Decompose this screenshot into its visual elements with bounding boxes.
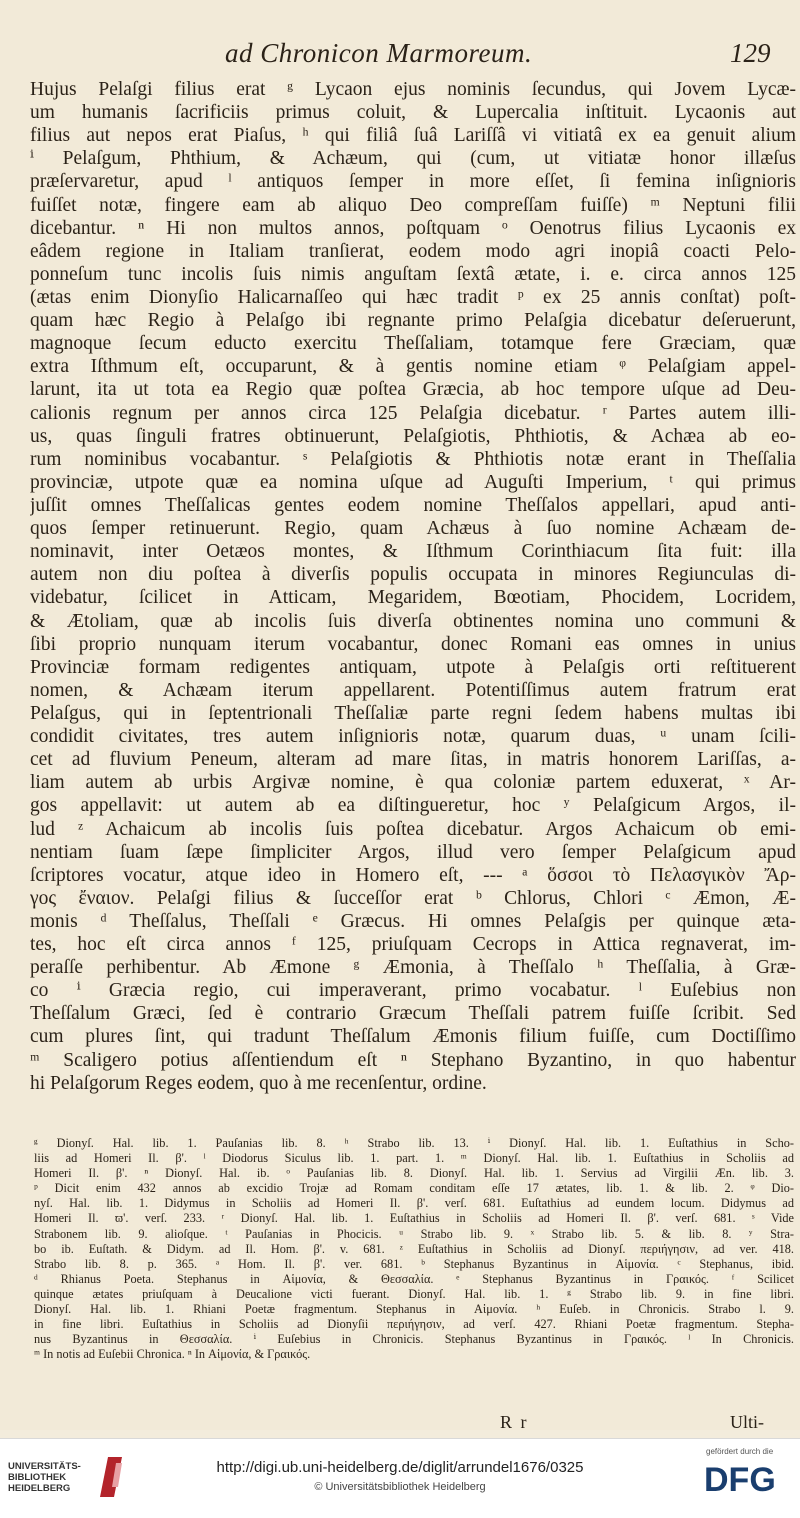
body-line: juſſit omnes Theſſalicas gentes eodem nomine Theſſalos appellari, apud anti- (30, 494, 796, 516)
body-line: Pelaſgus, qui in ſeptentrionali Theſſaliæ parte regni ſedem habens multas ibi (30, 702, 796, 724)
body-line: γος ἔναιον. Pelaſgi filius & ſucceſſor erat ᵇ Chlorus, Chlori ᶜ Æmon, Æ- (30, 887, 796, 909)
body-line: condidit civitates, tres autem inſignioris notæ, quarum duas, ᵘ unam ſcili- (30, 726, 796, 748)
running-head (0, 38, 800, 78)
signature-mark: R r (500, 1412, 529, 1432)
body-line: cum plures ſint, qui tradunt Theſſalum Æmonis filium fuiſſe, cum Doctiſſimo (30, 1026, 796, 1048)
body-line: cet ad fluvium Peneum, alteram ad mare ſitas, in matris honorem Lariſſas, a- (30, 749, 796, 771)
body-line: videbatur, ſcilicet in Atticam, Megaridem, Bœotiam, Phocidem, Locridem, (30, 587, 796, 609)
footer-bar (0, 1438, 800, 1518)
body-line: ſcriptores vocatur, atque ideo in Homero eſt, --- ᵃ ὅσσοι τὸ Πελασγικὸν Ἄρ- (30, 864, 796, 886)
body-line: Provinciæ formam redigentes antiquam, utpote à Pelaſgis orti reſtituerent (30, 656, 796, 678)
page-number: 129 (730, 38, 771, 68)
body-line: Hujus Pelaſgi filius erat ᵍ Lycaon ejus nominis ſecundus, qui Jovem Lycæ- (30, 79, 796, 100)
dfg-logo-icon[interactable] (704, 1461, 784, 1495)
footnote-line: Strabonem lib. 9. alioſque. ᵗ Pauſanias in Phocicis. ᵘ Strabo lib. 9. ˣ Strabo lib. 5. & lib. 8. ʸ Stra- (34, 1226, 794, 1241)
dfg-logo-text: DFG (704, 1461, 776, 1495)
body-line: co ⁱ Græcia regio, cui imperaverant, primo vocabatur. ˡ Euſebius non (30, 980, 796, 1002)
body-line: um humanis ſacrificiis primus coluit, & Lupercalia inſtituit. Lycaonis aut (30, 102, 796, 124)
body-line: ⁱ Pelaſgum, Phthium, & Achæum, qui (cum, ut vitiatæ honor illæſus (30, 148, 796, 170)
body-line: ponneſum tunc incolis ſuis nimis anguſtam ſextâ ætate, i. e. circa annos 125 (30, 263, 796, 285)
body-line: gos appellavit: ut autem ab ea diſtingueretur, hoc ʸ Pelaſgicum Argos, il- (30, 795, 796, 817)
body-line: liam autem ab urbis Argivæ nomine, è qua coloniæ partem eduxerat, ˣ Ar- (30, 772, 796, 794)
footnote-line: ᵍ Dionyſ. Hal. lib. 1. Pauſanias lib. 8. ʰ Strabo lib. 13. ⁱ Dionyſ. Hal. lib. 1. Euſtathius in Scho- (34, 1136, 794, 1150)
body-line: eâdem regione in Italiam tranſierat, eodem modo agri inopiâ coacti Pelo- (30, 240, 796, 262)
body-line: fuiſſet notæ, fingere eam ab aliquo Deo compreſſam fuiſſe) ᵐ Neptuni filii (30, 194, 796, 216)
copyright-notice: © Universitätsbibliothek Heidelberg (314, 1481, 486, 1493)
footnote-line: nyſ. Hal. lib. 1. Didymus in Scholiis ad Homeri Il. β'. verſ. 681. Euſtathius ad eundem locum. Didymus ad (34, 1196, 794, 1211)
body-line: ſibi proprio nunquam iterum vocabantur, donec Romani eas omnes in unius (30, 633, 796, 655)
body-line: nominavit, inter Oetæos montes, & Iſthmum Corinthiacum ſita fuit: illa (30, 541, 796, 563)
footnote-line: liis ad Homeri Il. β'. ˡ Diodorus Siculus lib. 1. part. 1. ᵐ Dionyſ. Hal. lib. 1. Euſtathius in Scholiis ad (34, 1151, 794, 1166)
body-line: ᵐ Scaligero potius aſſentiendum eſt ⁿ Stephano Byzantino, in quo habentur (30, 1049, 796, 1071)
body-line: quos ſemper retinuerunt. Regio, quam Achæus à ſuo nomine Achæam de- (30, 518, 796, 540)
body-line: calionis regnum per annos circa 125 Pelaſgia dicebatur. ʳ Partes autem illi- (30, 402, 796, 424)
digi-url-link[interactable]: http://digi.ub.uni-heidelberg.de/diglit/arrundel1676/0325 (216, 1459, 584, 1476)
body-line: autem non diu poſtea à diverſis populis occupata in minores Regiunculas di- (30, 564, 796, 586)
funded-by-label: gefördert durch die (706, 1447, 774, 1456)
body-line: præſervaretur, apud ˡ antiquos ſemper in more eſſet, ſi femina inſignioris (30, 171, 796, 193)
running-title: ad Chronicon Marmoreum. (225, 38, 533, 68)
body-line: provinciæ, utpote quæ ea nomina uſque ad Auguſti Imperium, ᵗ qui primus (30, 471, 796, 493)
body-line: nentiam ſuam ſæpe ſimpliciter Argos, illud vero ſemper Pelaſgicum apud (30, 841, 796, 863)
footnote-line: ᵈ Rhianus Poeta. Stephanus in Αἱμονία, & Θεσσαλία. ᵉ Stephanus Byzantinus in Γραικός. ᶠ Scilicet (34, 1271, 794, 1286)
footnote-line: quinque ætates priuſquam à Deucalione victi fuerant. Dionyſ. Hal. lib. 1. ᵍ Strabo lib. 9. in fine libri. (34, 1286, 794, 1301)
body-line: us, quas ſinguli fratres obtinuerunt, Pelaſgiotis, Phthiotis, & Achæa ab eo- (30, 425, 796, 447)
body-line: (ætas enim Dionyſio Halicarnaſſeo qui hæc tradit ᵖ ex 25 annis conſtat) poſt- (30, 286, 796, 308)
body-line: hi Pelaſgorum Reges eodem, quo à me recenſentur, ordine. (30, 1072, 487, 1094)
body-line: tes, hoc eſt circa annos ᶠ 125, priuſquam Cecrops in Attica regnaverat, im- (30, 934, 796, 956)
body-line: monis ᵈ Theſſalus, Theſſali ᵉ Græcus. Hi omnes Pelaſgis per quinque æta- (30, 910, 796, 932)
body-line: filius aut nepos erat Piaſus, ʰ qui filiâ ſuâ Lariſſâ vi vitiatâ ex ea genuit alium (30, 125, 796, 147)
body-line: quam hæc Regio à Pelaſgo ibi regnante primo Pelaſgia dicebatur deſeruerunt, (30, 310, 796, 332)
body-line: Theſſalum Græci, ſed è contrario Græcum Theſſali patrem fuiſſe ſcribit. Sed (30, 1003, 796, 1025)
footnote-line: ᵖ Dicit enim 432 annos ab excidio Trojæ ad Romam conditam eſſe 17 ætates, lib. 1. & lib. 2. ᵠ Dio- (34, 1181, 794, 1196)
body-text (30, 78, 796, 1095)
body-line: magnoque ſecum educto exercitu Theſſaliam, totamque fere Græciam, quæ (30, 333, 796, 355)
library-name-line: BIBLIOTHEK (8, 1472, 67, 1483)
body-line: extra Iſthmum eſt, occuparunt, & à gentis nomine etiam ᵠ Pelaſgiam appel- (30, 356, 796, 378)
footnote-line: in fine libri. Euſtathius in Scholiis ad Dionyſii περιήγησιν, ad verſ. 427. Rhiani Poetæ fragmentum. Stepha- (34, 1317, 794, 1332)
footnote-line: Homeri Il. ϖ'. verſ. 233. ʳ Dionyſ. Hal. lib. 1. Euſtathius in Scholiis ad Homeri Il. β'. verſ. 681. ˢ Vide (34, 1211, 794, 1226)
body-line: dicebantur. ⁿ Hi non multos annos, poſtquam ᵒ Oenotrus filius Lycaonis ex (30, 217, 796, 239)
catchword: Ulti- (730, 1412, 764, 1432)
body-line: nomen, & Achæam iterum appellarent. Potentiſſimus autem fratrum erat (30, 679, 796, 701)
body-line: & Ætoliam, quæ ab incolis ſuis diverſa obtinentes nomina uno communi & (30, 610, 796, 632)
footnote-line: Strabo lib. 8. p. 365. ᵃ Hom. Il. β'. ver. 681. ᵇ Stephanus Byzantinus in Αἱμονία. ᶜ Stephanus, ibid. (34, 1256, 794, 1271)
body-line: larunt, ita ut tota ea Regio quæ poſtea Græcia, ab hoc tempore uſque ad Deu- (30, 379, 796, 401)
footnote-line: ᵐ In notis ad Euſebii Chronica. ⁿ In Αἱμονία, & Γραικός. (34, 1347, 311, 1362)
footnotes (34, 1136, 794, 1362)
footnote-line: nus Byzantinus in Θεσσαλία. ⁱ Euſebius in Chronicis. Stephanus Byzantinus in Γραικός. ˡ In Chronicis. (34, 1332, 794, 1347)
body-line: lud ᶻ Achaicum ab incolis ſuis poſtea dicebatur. Argos Achaicum ob emi- (30, 818, 796, 840)
footnote-line: Homeri Il. β'. ⁿ Dionyſ. Hal. ib. ᵒ Pauſanias lib. 8. Dionyſ. Hal. lib. 1. Servius ad Virgilii Æn. lib. 3. (34, 1166, 794, 1181)
footnote-line: bo ib. Euſtath. & Didym. ad Il. Hom. β'. v. 681. ᶻ Euſtathius in Scholiis ad Dionyſ. περιήγησιν, ad ver. 418. (34, 1241, 794, 1256)
footnote-line: Dionyſ. Hal. lib. 1. Rhiani Poetæ fragmentum. Stephanus in Αἱμονία. ʰ Euſeb. in Chronicis. Strabo l. 9. (34, 1302, 794, 1317)
page-signatures (0, 1412, 800, 1434)
body-line: peraſſe perhibentur. Ab Æmone ᵍ Æmonia, à Theſſalo ʰ Theſſalia, à Græ- (30, 957, 796, 979)
body-line: rum nominibus vocabantur. ˢ Pelaſgiotis & Phthiotis notæ erant in Theſſalia (30, 448, 796, 470)
library-name-line: HEIDELBERG (8, 1483, 71, 1494)
library-name-line: UNIVERSITÄTS- (8, 1461, 81, 1472)
